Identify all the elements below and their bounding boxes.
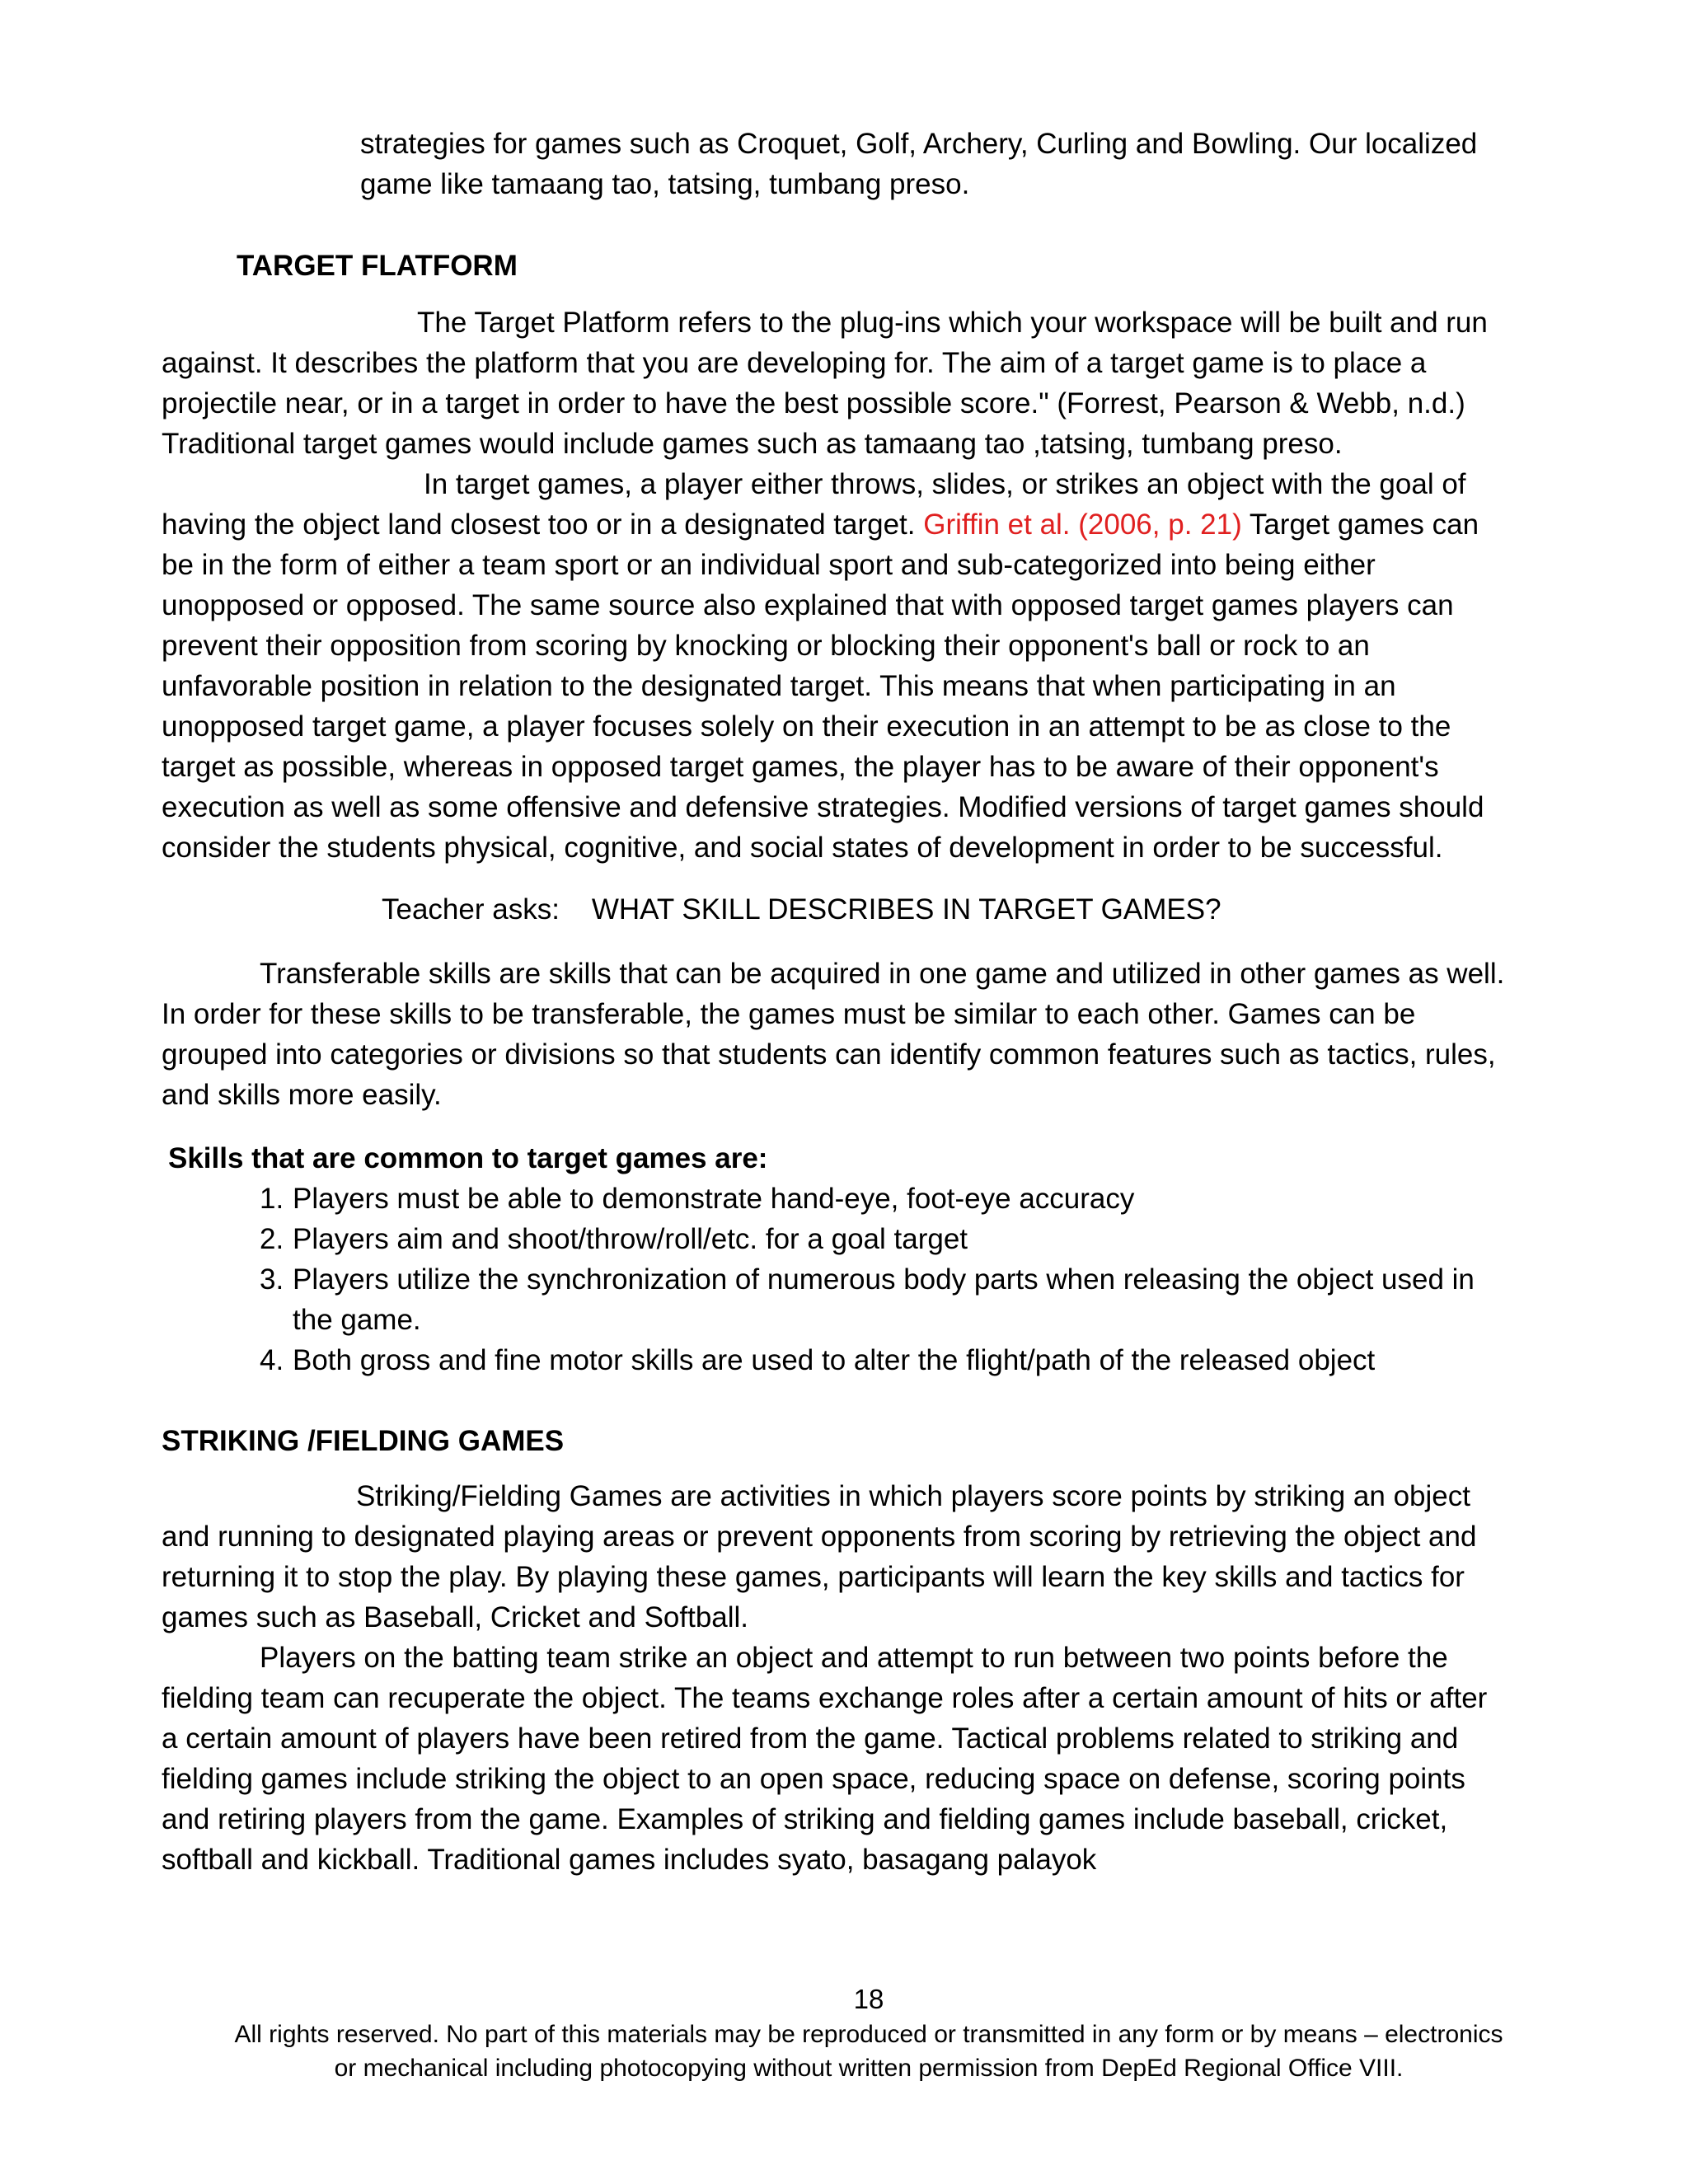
skills-list bbox=[260, 1179, 1578, 1380]
list-item-number: 1. bbox=[260, 1183, 284, 1215]
section-heading-striking-fielding: STRIKING /FIELDING GAMES bbox=[162, 1425, 565, 1457]
transferable-skills-paragraph: Transferable skills are skills that can be acquired in one game and utilized in other games as well. In order for these skills to be transferable, the games must be similar to each other. Games can be grouped into categories or divisions so that students can identify common features such as tactics, rules, and skills more easily. bbox=[162, 958, 1505, 1111]
target-platform-paragraph-2 bbox=[162, 464, 1579, 868]
section-heading-target-platform: TARGET FLATFORM bbox=[237, 250, 518, 282]
intro-line-2: game like tamaang tao, tatsing, tumbang preso. bbox=[360, 168, 970, 200]
paragraph-text: In target games, a player either throws, slides, or strikes an object with the goal of having the object land closest too or in a designated target. bbox=[162, 468, 1466, 541]
list-item-text: Players must be able to demonstrate hand-eye, foot-eye accuracy bbox=[293, 1183, 1135, 1215]
list-item-number: 4. bbox=[260, 1344, 284, 1376]
copyright-notice-line-2: or mechanical including photocopying without written permission from DepEd Regional Office VIII. bbox=[334, 2055, 1404, 2082]
striking-paragraph-2: Players on the batting team strike an object and attempt to run between two points before the fielding team can recuperate the object. The teams exchange roles after a certain amount of hits or after a certain amount of players have been retired from the game. Tactical problems related to striking and fielding games include striking the object to an open space, reducing space on defense, scoring points and retiring players from the game. Examples of striking and fielding games include baseball, cricket, softball and kickball. Traditional games includes syato, basagang palayok bbox=[162, 1642, 1488, 1876]
list-item bbox=[260, 1340, 1578, 1380]
list-item-number: 2. bbox=[260, 1223, 284, 1255]
list-item bbox=[260, 1219, 1578, 1259]
citation-link: Griffin et al. (2006, p. 21) bbox=[923, 509, 1242, 541]
target-platform-paragraph-1: The Target Platform refers to the plug-ins which your workspace will be built and run against. It describes the platform that you are developing for. The aim of a target game is to place a projectile near, or in a target in order to have the best possible score." (Forrest, Pearson & Webb, n.d.) Traditional target games would include games such as tamaang tao ,tatsing, tumbang preso. bbox=[162, 307, 1488, 460]
list-item-text: Players utilize the synchronization of numerous body parts when releasing the object used in the game. bbox=[293, 1263, 1475, 1336]
list-item bbox=[260, 1179, 1578, 1219]
list-item bbox=[260, 1259, 1578, 1340]
list-item-number: 3. bbox=[260, 1263, 284, 1296]
paragraph-text: Target games can be in the form of either a team sport or an individual sport and sub-categorized into being either unopposed or opposed. The same source also explained that with opposed target games players can prevent their opposition from scoring by knocking or blocking their opponent's ball or rock to an unfavorable position in relation to the designated target. This means that when participating in an unopposed target game, a player focuses solely on their execution in an attempt to be as close to the target as possible, whereas in opposed target games, the player has to be aware of their opponent's execution as well as some offensive and defensive strategies. Modified versions of target games should consider the students physical, cognitive, and social states of development in order to be successful. bbox=[162, 509, 1484, 864]
intro-line-1: strategies for games such as Croquet, Golf, Archery, Curling and Bowling. Our localized bbox=[360, 128, 1478, 160]
list-item-text: Both gross and fine motor skills are used to alter the flight/path of the released object bbox=[293, 1344, 1376, 1376]
skills-heading: Skills that are common to target games are: bbox=[168, 1142, 768, 1174]
striking-paragraph-1: Striking/Fielding Games are activities in which players score points by striking an object and running to designated playing areas or prevent opponents from scoring by retrieving the object and returning it to stop the play. By playing these games, participants will learn the key skills and tactics for games such as Baseball, Cricket and Softball. bbox=[162, 1480, 1477, 1633]
page-number: 18 bbox=[853, 1984, 884, 2014]
teacher-question: Teacher asks: WHAT SKILL DESCRIBES IN TARGET GAMES? bbox=[382, 893, 1221, 926]
list-item-text: Players aim and shoot/throw/roll/etc. for a goal target bbox=[293, 1223, 968, 1255]
copyright-notice-line-1: All rights reserved. No part of this materials may be reproduced or transmitted in any form or by means – electronics bbox=[234, 2021, 1503, 2048]
